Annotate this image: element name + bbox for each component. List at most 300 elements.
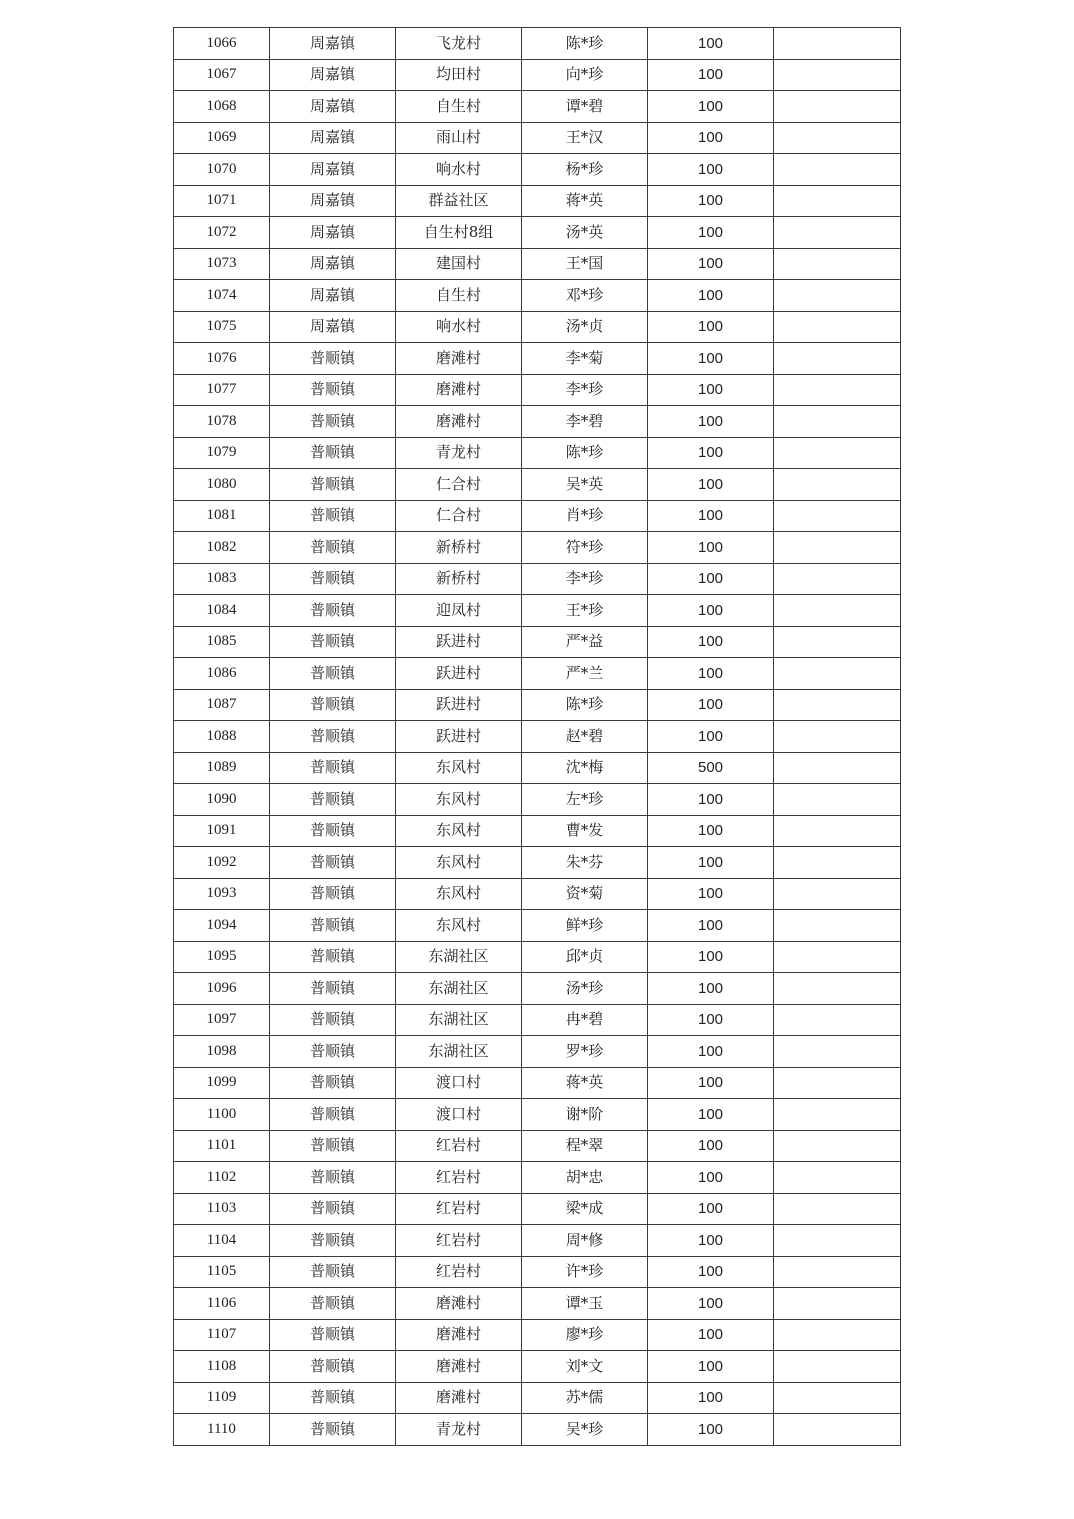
amount-cell: 100	[648, 185, 774, 217]
town-cell: 普顺镇	[270, 1382, 396, 1414]
person-name-cell: 程*翠	[522, 1130, 648, 1162]
table-row	[174, 532, 901, 564]
person-name-cell: 朱*芬	[522, 847, 648, 879]
table-row	[174, 1414, 901, 1446]
village-cell: 跃进村	[396, 721, 522, 753]
village-cell: 磨滩村	[396, 1288, 522, 1320]
note-cell	[774, 374, 901, 406]
note-cell	[774, 784, 901, 816]
note-cell	[774, 563, 901, 595]
amount-cell: 100	[648, 910, 774, 942]
person-name-cell: 曹*发	[522, 815, 648, 847]
serial-number-cell: 1075	[174, 311, 270, 343]
town-cell: 普顺镇	[270, 1319, 396, 1351]
note-cell	[774, 1351, 901, 1383]
amount-cell: 100	[648, 1004, 774, 1036]
village-cell: 红岩村	[396, 1162, 522, 1194]
amount-cell: 100	[648, 1288, 774, 1320]
town-cell: 普顺镇	[270, 1004, 396, 1036]
note-cell	[774, 689, 901, 721]
village-cell: 红岩村	[396, 1256, 522, 1288]
town-cell: 周嘉镇	[270, 122, 396, 154]
amount-cell: 100	[648, 500, 774, 532]
table-row	[174, 1004, 901, 1036]
note-cell	[774, 847, 901, 879]
table-row	[174, 721, 901, 753]
serial-number-cell: 1107	[174, 1319, 270, 1351]
village-cell: 红岩村	[396, 1193, 522, 1225]
person-name-cell: 王*汉	[522, 122, 648, 154]
town-cell: 普顺镇	[270, 1099, 396, 1131]
table-row	[174, 941, 901, 973]
amount-cell: 100	[648, 122, 774, 154]
town-cell: 周嘉镇	[270, 91, 396, 123]
amount-cell: 100	[648, 1193, 774, 1225]
amount-cell: 100	[648, 658, 774, 690]
village-cell: 响水村	[396, 154, 522, 186]
table-row	[174, 878, 901, 910]
person-name-cell: 冉*碧	[522, 1004, 648, 1036]
village-cell: 红岩村	[396, 1130, 522, 1162]
person-name-cell: 陈*珍	[522, 689, 648, 721]
town-cell: 普顺镇	[270, 1036, 396, 1068]
person-name-cell: 向*珍	[522, 59, 648, 91]
town-cell: 普顺镇	[270, 752, 396, 784]
town-cell: 普顺镇	[270, 815, 396, 847]
amount-cell: 100	[648, 721, 774, 753]
amount-cell: 100	[648, 154, 774, 186]
table-row	[174, 815, 901, 847]
amount-cell: 100	[648, 1351, 774, 1383]
amount-cell: 500	[648, 752, 774, 784]
serial-number-cell: 1109	[174, 1382, 270, 1414]
village-cell: 自生村	[396, 91, 522, 123]
table-body	[174, 28, 901, 1446]
note-cell	[774, 1099, 901, 1131]
serial-number-cell: 1082	[174, 532, 270, 564]
note-cell	[774, 658, 901, 690]
village-cell: 磨滩村	[396, 1351, 522, 1383]
town-cell: 普顺镇	[270, 721, 396, 753]
person-name-cell: 吴*珍	[522, 1414, 648, 1446]
town-cell: 普顺镇	[270, 1256, 396, 1288]
person-name-cell: 胡*忠	[522, 1162, 648, 1194]
note-cell	[774, 280, 901, 312]
person-name-cell: 陈*珍	[522, 28, 648, 60]
town-cell: 普顺镇	[270, 658, 396, 690]
town-cell: 普顺镇	[270, 1288, 396, 1320]
table-row	[174, 248, 901, 280]
person-name-cell: 罗*珍	[522, 1036, 648, 1068]
town-cell: 普顺镇	[270, 563, 396, 595]
table-row	[174, 154, 901, 186]
village-cell: 东风村	[396, 815, 522, 847]
village-cell: 飞龙村	[396, 28, 522, 60]
town-cell: 普顺镇	[270, 1225, 396, 1257]
town-cell: 普顺镇	[270, 374, 396, 406]
serial-number-cell: 1073	[174, 248, 270, 280]
table-row	[174, 1288, 901, 1320]
amount-cell: 100	[648, 280, 774, 312]
amount-cell: 100	[648, 1099, 774, 1131]
note-cell	[774, 1319, 901, 1351]
serial-number-cell: 1066	[174, 28, 270, 60]
village-cell: 东湖社区	[396, 1004, 522, 1036]
village-cell: 磨滩村	[396, 374, 522, 406]
serial-number-cell: 1089	[174, 752, 270, 784]
amount-cell: 100	[648, 595, 774, 627]
amount-cell: 100	[648, 784, 774, 816]
serial-number-cell: 1105	[174, 1256, 270, 1288]
town-cell: 普顺镇	[270, 1193, 396, 1225]
note-cell	[774, 154, 901, 186]
serial-number-cell: 1086	[174, 658, 270, 690]
person-name-cell: 汤*珍	[522, 973, 648, 1005]
person-name-cell: 周*修	[522, 1225, 648, 1257]
serial-number-cell: 1096	[174, 973, 270, 1005]
village-cell: 东风村	[396, 784, 522, 816]
serial-number-cell: 1090	[174, 784, 270, 816]
amount-cell: 100	[648, 1225, 774, 1257]
amount-cell: 100	[648, 91, 774, 123]
person-name-cell: 王*国	[522, 248, 648, 280]
person-name-cell: 王*珍	[522, 595, 648, 627]
serial-number-cell: 1067	[174, 59, 270, 91]
note-cell	[774, 1193, 901, 1225]
amount-cell: 100	[648, 1414, 774, 1446]
person-name-cell: 廖*珍	[522, 1319, 648, 1351]
table-row	[174, 1036, 901, 1068]
village-cell: 建国村	[396, 248, 522, 280]
town-cell: 普顺镇	[270, 406, 396, 438]
village-cell: 东风村	[396, 847, 522, 879]
table-row	[174, 343, 901, 375]
town-cell: 普顺镇	[270, 343, 396, 375]
register-table	[173, 27, 901, 1446]
amount-cell: 100	[648, 532, 774, 564]
town-cell: 普顺镇	[270, 1351, 396, 1383]
serial-number-cell: 1081	[174, 500, 270, 532]
note-cell	[774, 1225, 901, 1257]
note-cell	[774, 469, 901, 501]
person-name-cell: 邓*珍	[522, 280, 648, 312]
table-row	[174, 1130, 901, 1162]
person-name-cell: 许*珍	[522, 1256, 648, 1288]
serial-number-cell: 1094	[174, 910, 270, 942]
note-cell	[774, 28, 901, 60]
note-cell	[774, 752, 901, 784]
person-name-cell: 资*菊	[522, 878, 648, 910]
table-row	[174, 500, 901, 532]
person-name-cell: 符*珍	[522, 532, 648, 564]
village-cell: 渡口村	[396, 1067, 522, 1099]
table-row	[174, 1225, 901, 1257]
amount-cell: 100	[648, 689, 774, 721]
amount-cell: 100	[648, 248, 774, 280]
note-cell	[774, 122, 901, 154]
serial-number-cell: 1099	[174, 1067, 270, 1099]
note-cell	[774, 1036, 901, 1068]
village-cell: 渡口村	[396, 1099, 522, 1131]
person-name-cell: 李*碧	[522, 406, 648, 438]
note-cell	[774, 185, 901, 217]
table-row	[174, 752, 901, 784]
town-cell: 普顺镇	[270, 626, 396, 658]
village-cell: 跃进村	[396, 626, 522, 658]
village-cell: 雨山村	[396, 122, 522, 154]
table-row	[174, 1319, 901, 1351]
serial-number-cell: 1100	[174, 1099, 270, 1131]
person-name-cell: 肖*珍	[522, 500, 648, 532]
amount-cell: 100	[648, 437, 774, 469]
amount-cell: 100	[648, 59, 774, 91]
table-row	[174, 437, 901, 469]
village-cell: 响水村	[396, 311, 522, 343]
town-cell: 普顺镇	[270, 1162, 396, 1194]
serial-number-cell: 1083	[174, 563, 270, 595]
amount-cell: 100	[648, 973, 774, 1005]
village-cell: 自生村8组	[396, 217, 522, 249]
table-row	[174, 374, 901, 406]
village-cell: 磨滩村	[396, 406, 522, 438]
table-row	[174, 217, 901, 249]
village-cell: 东湖社区	[396, 941, 522, 973]
amount-cell: 100	[648, 469, 774, 501]
village-cell: 青龙村	[396, 437, 522, 469]
serial-number-cell: 1101	[174, 1130, 270, 1162]
table-row	[174, 563, 901, 595]
person-name-cell: 苏*儒	[522, 1382, 648, 1414]
serial-number-cell: 1092	[174, 847, 270, 879]
serial-number-cell: 1093	[174, 878, 270, 910]
table-row	[174, 59, 901, 91]
serial-number-cell: 1087	[174, 689, 270, 721]
serial-number-cell: 1098	[174, 1036, 270, 1068]
person-name-cell: 吴*英	[522, 469, 648, 501]
village-cell: 磨滩村	[396, 343, 522, 375]
table-row	[174, 689, 901, 721]
note-cell	[774, 1130, 901, 1162]
table-row	[174, 626, 901, 658]
table-row	[174, 185, 901, 217]
amount-cell: 100	[648, 563, 774, 595]
village-cell: 磨滩村	[396, 1382, 522, 1414]
village-cell: 东风村	[396, 752, 522, 784]
note-cell	[774, 532, 901, 564]
serial-number-cell: 1072	[174, 217, 270, 249]
amount-cell: 100	[648, 217, 774, 249]
note-cell	[774, 1067, 901, 1099]
serial-number-cell: 1079	[174, 437, 270, 469]
town-cell: 普顺镇	[270, 532, 396, 564]
person-name-cell: 蒋*英	[522, 185, 648, 217]
village-cell: 自生村	[396, 280, 522, 312]
amount-cell: 100	[648, 941, 774, 973]
note-cell	[774, 1004, 901, 1036]
note-cell	[774, 311, 901, 343]
note-cell	[774, 1256, 901, 1288]
person-name-cell: 李*菊	[522, 343, 648, 375]
note-cell	[774, 721, 901, 753]
note-cell	[774, 1162, 901, 1194]
person-name-cell: 左*珍	[522, 784, 648, 816]
village-cell: 东湖社区	[396, 973, 522, 1005]
amount-cell: 100	[648, 28, 774, 60]
amount-cell: 100	[648, 374, 774, 406]
serial-number-cell: 1106	[174, 1288, 270, 1320]
table-row	[174, 658, 901, 690]
note-cell	[774, 500, 901, 532]
town-cell: 普顺镇	[270, 595, 396, 627]
person-name-cell: 谢*阶	[522, 1099, 648, 1131]
table-row	[174, 1099, 901, 1131]
serial-number-cell: 1102	[174, 1162, 270, 1194]
person-name-cell: 杨*珍	[522, 154, 648, 186]
table-row	[174, 1256, 901, 1288]
amount-cell: 100	[648, 1130, 774, 1162]
person-name-cell: 严*益	[522, 626, 648, 658]
table-row	[174, 1193, 901, 1225]
amount-cell: 100	[648, 311, 774, 343]
amount-cell: 100	[648, 815, 774, 847]
town-cell: 周嘉镇	[270, 248, 396, 280]
serial-number-cell: 1091	[174, 815, 270, 847]
note-cell	[774, 1288, 901, 1320]
table-row	[174, 1351, 901, 1383]
table-row	[174, 973, 901, 1005]
serial-number-cell: 1070	[174, 154, 270, 186]
table-row	[174, 847, 901, 879]
village-cell: 东风村	[396, 910, 522, 942]
table-row	[174, 910, 901, 942]
serial-number-cell: 1103	[174, 1193, 270, 1225]
town-cell: 普顺镇	[270, 1414, 396, 1446]
person-name-cell: 蒋*英	[522, 1067, 648, 1099]
person-name-cell: 谭*玉	[522, 1288, 648, 1320]
note-cell	[774, 437, 901, 469]
note-cell	[774, 815, 901, 847]
note-cell	[774, 941, 901, 973]
amount-cell: 100	[648, 1162, 774, 1194]
town-cell: 普顺镇	[270, 973, 396, 1005]
person-name-cell: 谭*碧	[522, 91, 648, 123]
serial-number-cell: 1069	[174, 122, 270, 154]
person-name-cell: 鲜*珍	[522, 910, 648, 942]
note-cell	[774, 910, 901, 942]
person-name-cell: 梁*成	[522, 1193, 648, 1225]
note-cell	[774, 59, 901, 91]
town-cell: 普顺镇	[270, 437, 396, 469]
village-cell: 跃进村	[396, 689, 522, 721]
table-row	[174, 1162, 901, 1194]
serial-number-cell: 1085	[174, 626, 270, 658]
amount-cell: 100	[648, 847, 774, 879]
amount-cell: 100	[648, 406, 774, 438]
note-cell	[774, 595, 901, 627]
village-cell: 群益社区	[396, 185, 522, 217]
village-cell: 磨滩村	[396, 1319, 522, 1351]
amount-cell: 100	[648, 878, 774, 910]
town-cell: 周嘉镇	[270, 154, 396, 186]
serial-number-cell: 1110	[174, 1414, 270, 1446]
person-name-cell: 严*兰	[522, 658, 648, 690]
serial-number-cell: 1104	[174, 1225, 270, 1257]
table-row	[174, 28, 901, 60]
serial-number-cell: 1088	[174, 721, 270, 753]
town-cell: 普顺镇	[270, 1130, 396, 1162]
table-row	[174, 1382, 901, 1414]
amount-cell: 100	[648, 1319, 774, 1351]
note-cell	[774, 91, 901, 123]
serial-number-cell: 1097	[174, 1004, 270, 1036]
person-name-cell: 邱*贞	[522, 941, 648, 973]
note-cell	[774, 217, 901, 249]
amount-cell: 100	[648, 1036, 774, 1068]
town-cell: 周嘉镇	[270, 217, 396, 249]
person-name-cell: 陈*珍	[522, 437, 648, 469]
amount-cell: 100	[648, 1067, 774, 1099]
town-cell: 周嘉镇	[270, 28, 396, 60]
serial-number-cell: 1071	[174, 185, 270, 217]
table-row	[174, 311, 901, 343]
table-row	[174, 91, 901, 123]
village-cell: 仁合村	[396, 469, 522, 501]
serial-number-cell: 1084	[174, 595, 270, 627]
amount-cell: 100	[648, 343, 774, 375]
table-row	[174, 280, 901, 312]
town-cell: 普顺镇	[270, 878, 396, 910]
serial-number-cell: 1108	[174, 1351, 270, 1383]
note-cell	[774, 973, 901, 1005]
town-cell: 普顺镇	[270, 500, 396, 532]
person-name-cell: 赵*碧	[522, 721, 648, 753]
table-row	[174, 784, 901, 816]
note-cell	[774, 406, 901, 438]
table-row	[174, 406, 901, 438]
village-cell: 青龙村	[396, 1414, 522, 1446]
village-cell: 新桥村	[396, 563, 522, 595]
town-cell: 普顺镇	[270, 469, 396, 501]
village-cell: 新桥村	[396, 532, 522, 564]
serial-number-cell: 1095	[174, 941, 270, 973]
town-cell: 普顺镇	[270, 847, 396, 879]
town-cell: 周嘉镇	[270, 185, 396, 217]
town-cell: 普顺镇	[270, 910, 396, 942]
amount-cell: 100	[648, 626, 774, 658]
town-cell: 普顺镇	[270, 941, 396, 973]
village-cell: 跃进村	[396, 658, 522, 690]
person-name-cell: 刘*文	[522, 1351, 648, 1383]
town-cell: 周嘉镇	[270, 280, 396, 312]
amount-cell: 100	[648, 1256, 774, 1288]
note-cell	[774, 878, 901, 910]
serial-number-cell: 1074	[174, 280, 270, 312]
person-name-cell: 汤*英	[522, 217, 648, 249]
note-cell	[774, 626, 901, 658]
person-name-cell: 沈*梅	[522, 752, 648, 784]
person-name-cell: 汤*贞	[522, 311, 648, 343]
note-cell	[774, 248, 901, 280]
village-cell: 迎凤村	[396, 595, 522, 627]
serial-number-cell: 1076	[174, 343, 270, 375]
town-cell: 普顺镇	[270, 784, 396, 816]
town-cell: 普顺镇	[270, 689, 396, 721]
village-cell: 仁合村	[396, 500, 522, 532]
person-name-cell: 李*珍	[522, 563, 648, 595]
village-cell: 东湖社区	[396, 1036, 522, 1068]
village-cell: 东风村	[396, 878, 522, 910]
town-cell: 周嘉镇	[270, 311, 396, 343]
